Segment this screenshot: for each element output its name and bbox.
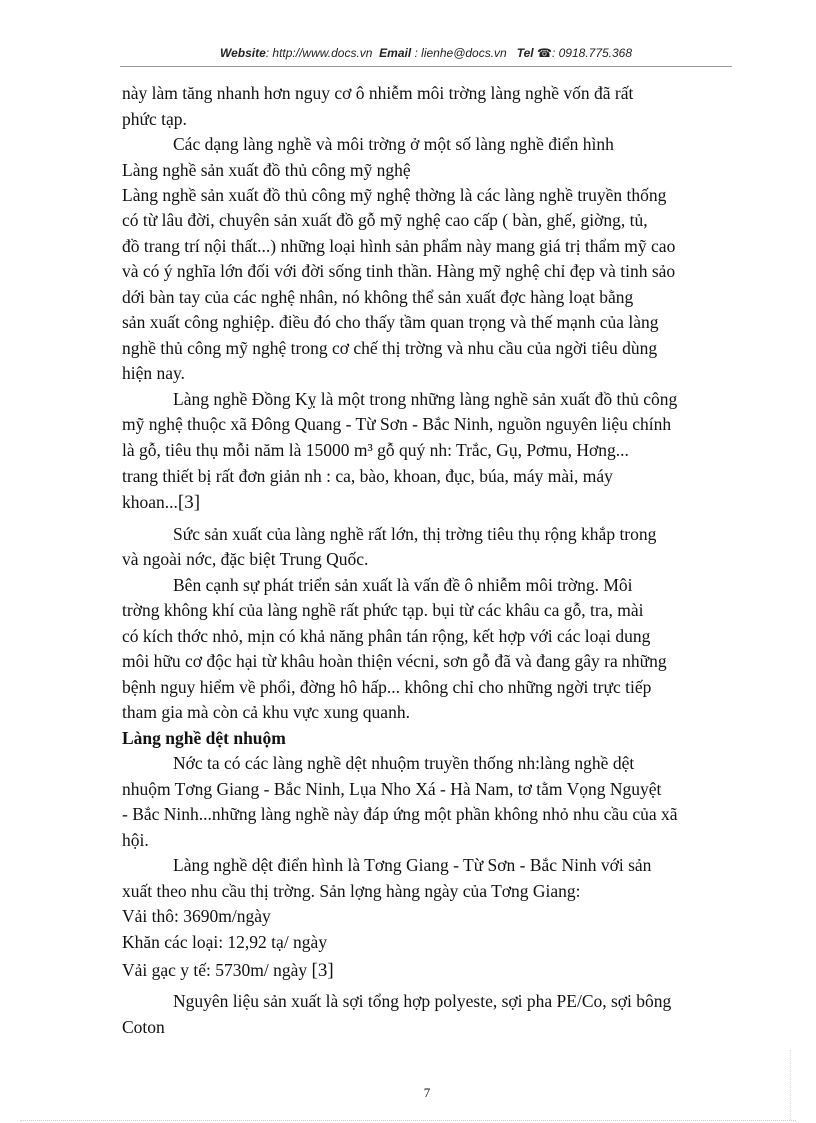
text-line: phức tạp. <box>122 109 187 129</box>
text-line: và có ý nghĩa lớn đối với đời sống tinh thần. Hàng mỹ nghệ chỉ đẹp và tinh sảo <box>122 261 676 281</box>
text-line: sản xuất công nghiệp. điều đó cho thấy tầm quan trọng và thế mạnh của làng <box>122 312 659 332</box>
citation: [3] <box>311 960 334 981</box>
list-item: Khăn các loại: 12,92 tạ/ ngày <box>122 932 328 952</box>
text-line: xuất theo nhu cầu thị trờng. Sản lợng hàng ngày của Tơng Giang: <box>122 881 581 901</box>
text-line: hội. <box>122 830 149 850</box>
margin-guide <box>790 1050 791 1120</box>
text-line: Sức sản xuất của làng nghề rất lớn, thị trờng tiêu thụ rộng khắp trong <box>173 524 657 544</box>
text-line: trờng không khí của làng nghề rất phức tạp. bụi từ các khâu ca gỗ, tra, mài <box>122 600 644 620</box>
text-line: bệnh nguy hiểm về phổi, đờng hô hấp... không chỉ cho những ngời trực tiếp <box>122 677 652 697</box>
page-number: 7 <box>423 1085 431 1100</box>
footer-divider <box>20 1120 796 1121</box>
text-line: hiện nay. <box>122 363 186 383</box>
text-line: khoan...[3] <box>122 492 201 513</box>
text-line: Nguyên liệu sản xuất là sợi tổng hợp polyeste, sợi pha PE/Co, sợi bông <box>173 991 672 1011</box>
text-line: - Bắc Ninh...những làng nghề này đáp ứng một phần không nhỏ nhu cầu của xã <box>122 804 678 824</box>
page-header <box>120 46 732 64</box>
tel-label: Tel <box>516 46 534 60</box>
email-label: Email <box>379 46 412 60</box>
list-item: Vải gạc y tế: 5730m/ ngày [3] <box>122 960 334 981</box>
website-value: : http://www.docs.vn <box>265 46 373 60</box>
text-line: môi hữu cơ độc hại từ khâu hoàn thiện vécni, sơn gỗ đã và đang gây ra những <box>122 651 667 671</box>
text-line: Làng nghề sản xuất đồ thủ công mỹ nghệ thờng là các làng nghề truyền thống <box>122 185 667 205</box>
phone-icon: ☎ <box>537 46 552 60</box>
text-line: có từ lâu đời, chuyên sản xuất đồ gỗ mỹ nghệ cao cấp ( bàn, ghế, giờng, tủ, <box>122 210 648 230</box>
text-line: dới bàn tay của các nghệ nhân, nó không thể sản xuất đợc hàng loạt bằng <box>122 287 634 307</box>
text-line: và ngoài nớc, đặc biệt Trung Quốc. <box>122 549 369 569</box>
text-line: mỹ nghệ thuộc xã Đông Quang - Từ Sơn - Bắc Ninh, nguồn nguyên liệu chính <box>122 414 672 434</box>
text-line: Các dạng làng nghề và môi trờng ở một số làng nghề điển hình <box>173 134 614 154</box>
text-line: nghề thủ công mỹ nghệ trong cơ chế thị trờng và nhu cầu của ngời tiêu dùng <box>122 338 658 358</box>
text-line: trang thiết bị rất đơn giản nh : ca, bào, khoan, đục, búa, máy mài, máy <box>122 466 613 486</box>
website-label: Website <box>219 46 266 60</box>
text-line: Coton <box>122 1017 165 1037</box>
section-heading: Làng nghề sản xuất đồ thủ công mỹ nghệ <box>122 160 411 180</box>
text-line: đồ trang trí nội thất...) những loại hình sản phẩm này mang giá trị thẩm mỹ cao <box>122 236 676 256</box>
text-line: nhuộm Tơng Giang - Bắc Ninh, Lụa Nho Xá - Hà Nam, tơ tằm Vọng Nguyệt <box>122 779 662 799</box>
text-line: là gỗ, tiêu thụ mỗi năm là 15000 m³ gỗ quý nh: Trắc, Gụ, Pơmu, Hơng... <box>122 440 629 460</box>
text-line: có kích thớc nhỏ, mịn có khả năng phân tán rộng, kết hợp với các loại dung <box>122 626 651 646</box>
citation: [3] <box>177 492 201 513</box>
email-value: : lienhe@docs.vn <box>414 46 507 60</box>
tel-value: : 0918.775.368 <box>551 46 633 60</box>
section-heading: Làng nghề dệt nhuộm <box>122 728 286 748</box>
text-line: Nớc ta có các làng nghề dệt nhuộm truyền thống nh:làng nghề dệt <box>173 753 635 773</box>
list-item: Vải thô: 3690m/ngày <box>122 906 271 926</box>
text-line: tham gia mà còn cả khu vực xung quanh. <box>122 702 410 722</box>
header-divider <box>120 66 732 67</box>
text-line: này làm tăng nhanh hơn nguy cơ ô nhiễm môi trờng làng nghề vốn đã rất <box>122 83 634 103</box>
text-line: Làng nghề Đồng Kỵ là một trong những làng nghề sản xuất đồ thủ công <box>173 389 678 409</box>
text-line: Làng nghề dệt điển hình là Tơng Giang - Từ Sơn - Bắc Ninh với sản <box>173 855 652 875</box>
text-line: Bên cạnh sự phát triển sản xuất là vấn đề ô nhiễm môi trờng. Môi <box>173 575 633 595</box>
